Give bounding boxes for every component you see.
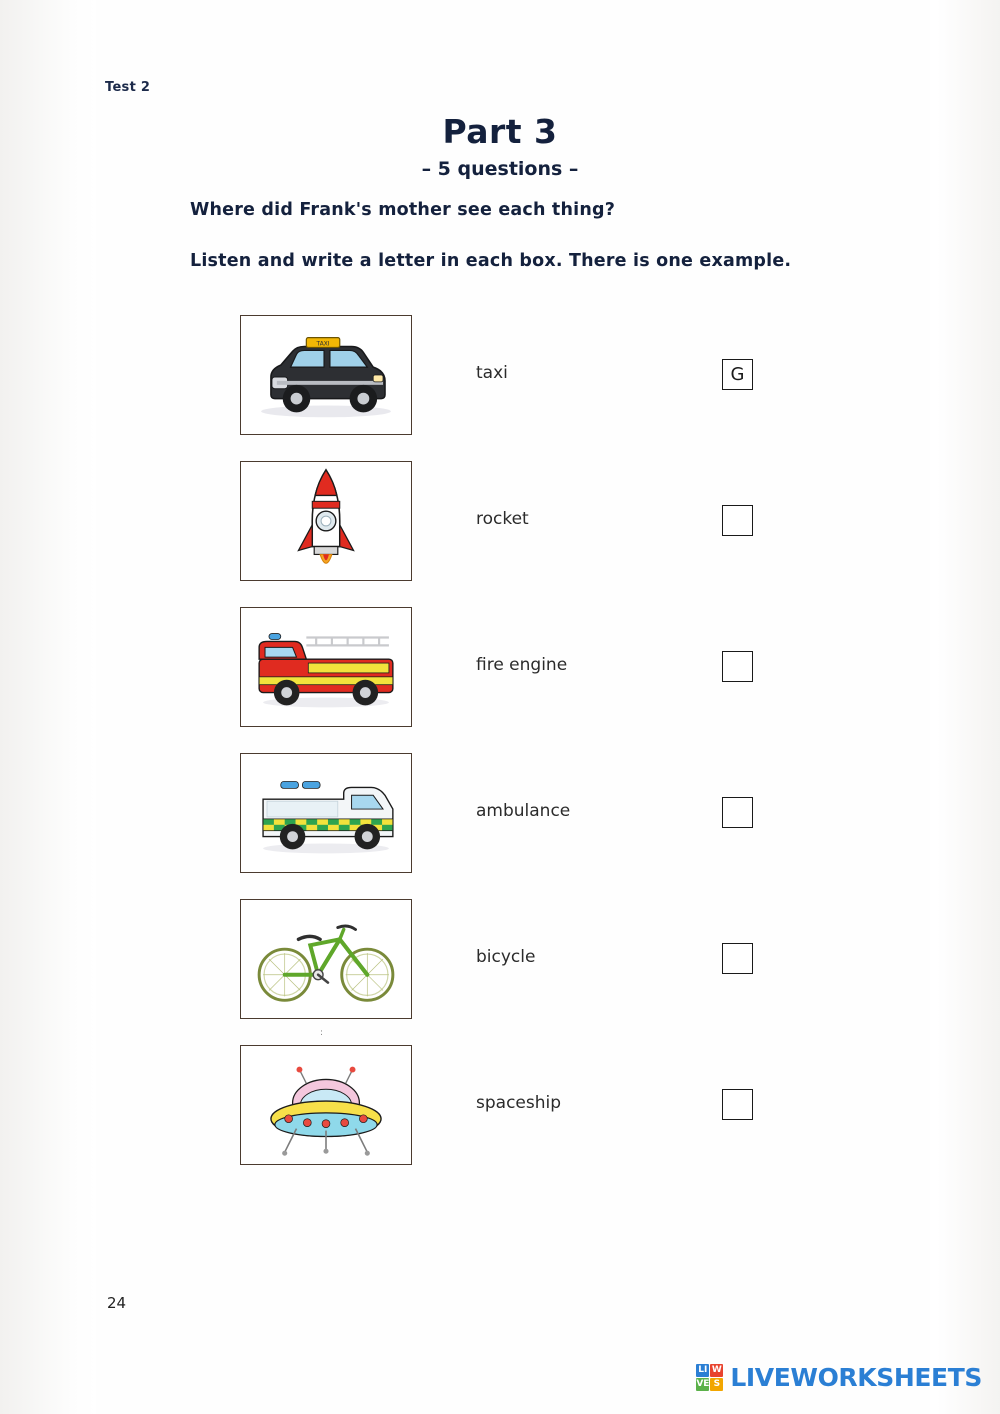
item-word: fire engine bbox=[476, 655, 568, 675]
page-number: 24 bbox=[107, 1294, 127, 1312]
list-item bbox=[240, 461, 800, 607]
brand-name: LIVEWORKSHEETS bbox=[730, 1363, 982, 1392]
question-list bbox=[240, 315, 800, 1191]
logo-tile-ve: VE bbox=[696, 1378, 710, 1389]
item-word: ambulance bbox=[476, 801, 571, 821]
list-item bbox=[240, 1045, 800, 1191]
question-count-subtitle: – 5 questions – bbox=[421, 158, 579, 180]
item-word: bicycle bbox=[476, 947, 536, 967]
page-right-shadow bbox=[930, 0, 1000, 1414]
logo-tile-w: W bbox=[711, 1364, 722, 1375]
taxi-image bbox=[240, 315, 412, 435]
scan-speck: : bbox=[320, 1028, 324, 1038]
answer-box[interactable] bbox=[722, 943, 753, 974]
list-item bbox=[240, 607, 800, 753]
answer-box[interactable] bbox=[722, 651, 753, 682]
bicycle-image bbox=[240, 899, 412, 1019]
page-title: Part 3 bbox=[442, 112, 558, 151]
item-word: spaceship bbox=[476, 1093, 562, 1113]
answer-box[interactable] bbox=[722, 505, 753, 536]
page-left-shadow bbox=[0, 0, 96, 1414]
list-item bbox=[240, 753, 800, 899]
logo-tile-s: S bbox=[710, 1378, 723, 1391]
liveworksheets-logo[interactable] bbox=[696, 1363, 982, 1392]
spaceship-image bbox=[240, 1045, 412, 1165]
answer-box[interactable] bbox=[722, 1089, 753, 1120]
instruction-line-2: Listen and write a letter in each box. There is one example. bbox=[190, 251, 792, 271]
instruction-line-1: Where did Frank's mother see each thing? bbox=[190, 200, 616, 220]
item-word: taxi bbox=[476, 363, 508, 383]
test-label: Test 2 bbox=[105, 80, 151, 95]
list-item bbox=[240, 899, 800, 1045]
svg-text:TAXI: TAXI bbox=[316, 341, 330, 348]
item-word: rocket bbox=[476, 509, 529, 529]
answer-box[interactable]: G bbox=[722, 359, 753, 390]
rocket-image bbox=[240, 461, 412, 581]
liveworksheets-mark-icon bbox=[696, 1364, 724, 1392]
list-item bbox=[240, 315, 800, 461]
fire-engine-image bbox=[240, 607, 412, 727]
ambulance-image bbox=[240, 753, 412, 873]
answer-box[interactable] bbox=[722, 797, 753, 828]
logo-tile-li: LI bbox=[698, 1364, 708, 1375]
